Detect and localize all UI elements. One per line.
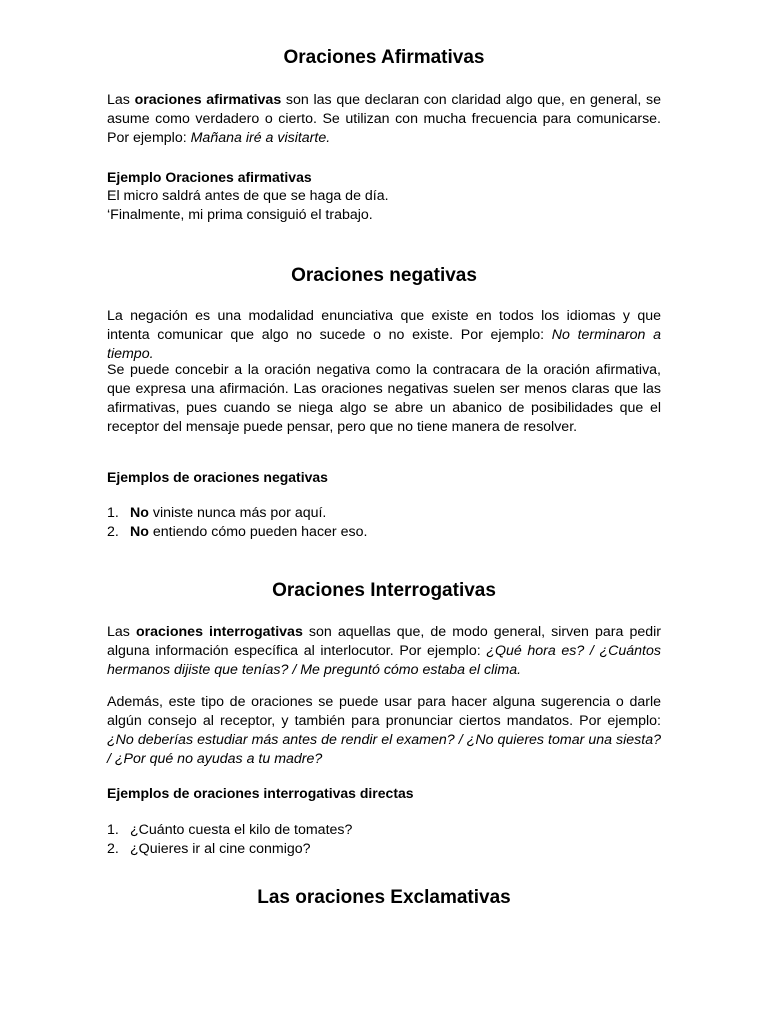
- intro-lead-text: Las: [107, 92, 130, 108]
- paragraph-negativas-1: [107, 307, 661, 364]
- heading-exclamativas: Las oraciones Exclamativas: [257, 887, 511, 908]
- list-number: 2.: [107, 841, 119, 857]
- heading-afirmativas: Oraciones Afirmativas: [283, 47, 485, 68]
- paragraph-negativas-2: Se puede concebir a la oración negativa como la contracara de la oración afirmativa, que expresa una afirmación. Las oraciones negativas suelen ser menos claras que las afirmativas, pues cuando se niega algo se abre un abanico de posibilidades que el receptor del mensaje puede pensar, pero que no tiene manera de resolver.: [107, 362, 661, 435]
- interrogativas-example-list: [107, 821, 661, 859]
- heading-interrogativas: Oraciones Interrogativas: [272, 580, 496, 601]
- intro-body-text: son las que declaran con claridad algo que, en general, se asume como verdadero o cierto. Se utilizan con mucha frecuencia para comunicarse. Por ejemplo:: [107, 92, 661, 146]
- list-item-text: viniste nunca más por aquí.: [152, 505, 327, 521]
- list-number: 1.: [107, 822, 119, 838]
- negativas-example-list: [107, 504, 661, 542]
- list-item-text: entiendo cómo pueden hacer eso.: [152, 524, 368, 540]
- intro-example: Mañana iré a visitarte.: [190, 130, 331, 146]
- heading-negativas: Oraciones negativas: [291, 265, 477, 286]
- list-item-bold: No: [130, 505, 149, 521]
- label-negativas-examples: Ejemplos de oraciones negativas: [107, 469, 328, 485]
- interrogativas-p1-text: son aquellas que, de modo general, sirven para pedir alguna información específica al interlocutor. Por ejemplo:: [107, 624, 661, 659]
- paragraph-afirmativas-intro: [107, 91, 661, 148]
- list-item: [107, 821, 661, 840]
- interrogativas-p1-bold: oraciones interrogativas: [135, 624, 303, 640]
- afirmativas-example-1: El micro saldrá antes de que se haga de día.: [107, 188, 389, 204]
- label-interrogativas-examples: Ejemplos de oraciones interrogativas directas: [107, 785, 414, 801]
- list-item-bold: No: [130, 524, 149, 540]
- paragraph-interrogativas-2: [107, 693, 661, 769]
- list-item: [107, 840, 661, 859]
- interrogativas-p2-text: Además, este tipo de oraciones se puede usar para hacer alguna sugerencia o darle algún consejo al receptor, y también para pronunciar ciertos mandatos. Por ejemplo:: [107, 694, 661, 729]
- label-afirmativas-examples: Ejemplo Oraciones afirmativas: [107, 169, 312, 185]
- list-number: 2.: [107, 524, 119, 540]
- list-item-text: ¿Cuánto cuesta el kilo de tomates?: [130, 822, 353, 838]
- paragraph-interrogativas-1: [107, 623, 661, 680]
- negativas-p1-example: No terminaron a tiempo.: [107, 327, 661, 362]
- interrogativas-p2-example: ¿No deberías estudiar más antes de rendir el examen? / ¿No quieres tomar una siesta? / ¿Por qué no ayudas a tu madre?: [107, 732, 661, 767]
- interrogativas-p1-example: ¿Qué hora es? / ¿Cuántos hermanos dijiste que tenías? / Me preguntó cómo estaba el clima.: [107, 643, 661, 678]
- list-item-text: ¿Quieres ir al cine conmigo?: [130, 841, 311, 857]
- interrogativas-p1-lead: Las: [107, 624, 130, 640]
- intro-bold-term: oraciones afirmativas: [134, 92, 282, 108]
- afirmativas-example-2: ‘Finalmente, mi prima consiguió el trabajo.: [107, 207, 373, 223]
- list-item: [107, 523, 661, 542]
- negativas-p1-text: La negación es una modalidad enunciativa que existe en todos los idiomas y que intenta comunicar que algo no sucede o no existe. Por ejemplo:: [107, 308, 661, 343]
- list-item: [107, 504, 661, 523]
- list-number: 1.: [107, 505, 119, 521]
